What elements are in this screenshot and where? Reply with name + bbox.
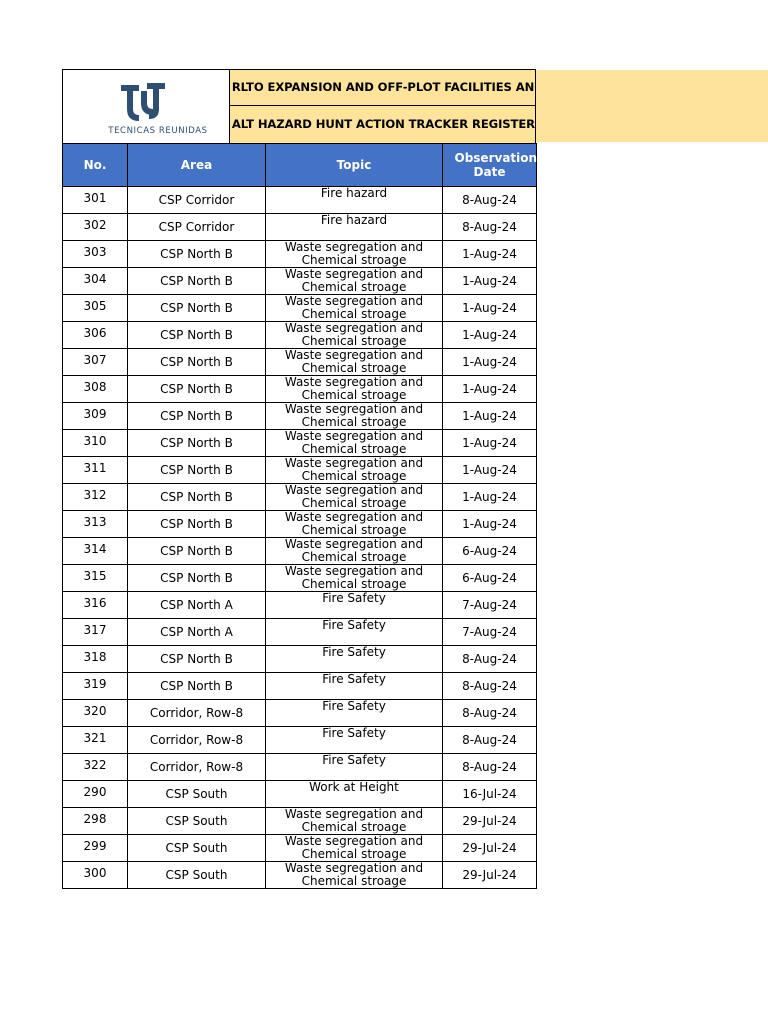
- topic-text: Waste segregation and Chemical stroage: [284, 294, 424, 321]
- topic-text: Waste segregation and Chemical stroage: [284, 510, 424, 537]
- cell-area: CSP North B: [128, 403, 266, 430]
- cell-area: CSP North B: [128, 565, 266, 592]
- cell-topic: [266, 619, 443, 646]
- table-row: [63, 349, 537, 376]
- table-row: [63, 322, 537, 349]
- cell-topic: [266, 592, 443, 619]
- cell-topic: [266, 349, 443, 376]
- cell-observation-date: 1-Aug-24: [443, 484, 537, 511]
- column-header-area: Area: [128, 144, 266, 187]
- cell-topic: [266, 781, 443, 808]
- table-row: [63, 295, 537, 322]
- cell-area: CSP South: [128, 835, 266, 862]
- table-row: [63, 700, 537, 727]
- cell-no: 303: [63, 241, 128, 268]
- cell-no: 317: [63, 619, 128, 646]
- company-logo: [63, 70, 230, 143]
- cell-observation-date: 1-Aug-24: [443, 457, 537, 484]
- table-row: [63, 187, 537, 214]
- cell-area: CSP North A: [128, 592, 266, 619]
- topic-text: Fire Safety: [322, 672, 386, 686]
- cell-no: 305: [63, 295, 128, 322]
- cell-observation-date: 8-Aug-24: [443, 727, 537, 754]
- sheet-header: [62, 69, 536, 143]
- cell-observation-date: 7-Aug-24: [443, 592, 537, 619]
- cell-no: 312: [63, 484, 128, 511]
- cell-observation-date: 8-Aug-24: [443, 187, 537, 214]
- cell-topic: [266, 700, 443, 727]
- cell-observation-date: 1-Aug-24: [443, 268, 537, 295]
- cell-no: 298: [63, 808, 128, 835]
- logo-text: TECNICAS REUNIDAS: [108, 126, 208, 136]
- tracker-sheet: [62, 69, 536, 889]
- cell-topic: [266, 835, 443, 862]
- cell-observation-date: 1-Aug-24: [443, 430, 537, 457]
- cell-no: 307: [63, 349, 128, 376]
- cell-area: CSP North B: [128, 349, 266, 376]
- cell-topic: [266, 457, 443, 484]
- cell-topic: [266, 754, 443, 781]
- cell-observation-date: 1-Aug-24: [443, 322, 537, 349]
- topic-text: Waste segregation and Chemical stroage: [284, 402, 424, 429]
- cell-observation-date: 1-Aug-24: [443, 403, 537, 430]
- cell-no: 309: [63, 403, 128, 430]
- table-row: [63, 214, 537, 241]
- cell-area: Corridor, Row-8: [128, 754, 266, 781]
- topic-text: Fire hazard: [320, 186, 388, 200]
- topic-text: Fire Safety: [322, 618, 386, 632]
- topic-text: Waste segregation and Chemical stroage: [284, 483, 424, 510]
- cell-observation-date: 1-Aug-24: [443, 241, 537, 268]
- column-header-topic: Topic: [266, 144, 443, 187]
- cell-area: CSP North B: [128, 268, 266, 295]
- topic-text: Fire Safety: [322, 699, 386, 713]
- cell-area: CSP North B: [128, 322, 266, 349]
- cell-no: 300: [63, 862, 128, 889]
- cell-area: CSP North B: [128, 673, 266, 700]
- title-line-1: RLTO EXPANSION AND OFF-PLOT FACILITIES AN: [230, 70, 535, 106]
- cell-area: CSP Corridor: [128, 187, 266, 214]
- cell-no: 311: [63, 457, 128, 484]
- cell-observation-date: 29-Jul-24: [443, 808, 537, 835]
- topic-text: Work at Height: [309, 780, 399, 794]
- table-row: [63, 862, 537, 889]
- table-row: [63, 565, 537, 592]
- table-row: [63, 673, 537, 700]
- cell-no: 313: [63, 511, 128, 538]
- cell-observation-date: 8-Aug-24: [443, 214, 537, 241]
- cell-observation-date: 29-Jul-24: [443, 835, 537, 862]
- cell-observation-date: 8-Aug-24: [443, 646, 537, 673]
- table-row: [63, 727, 537, 754]
- cell-no: 316: [63, 592, 128, 619]
- topic-text: Fire Safety: [322, 726, 386, 740]
- cell-topic: [266, 187, 443, 214]
- table-row: [63, 268, 537, 295]
- cell-topic: [266, 646, 443, 673]
- title-block: [230, 70, 535, 143]
- cell-topic: [266, 322, 443, 349]
- cell-observation-date: 8-Aug-24: [443, 754, 537, 781]
- table-row: [63, 511, 537, 538]
- topic-text: Fire Safety: [322, 645, 386, 659]
- topic-text: Waste segregation and Chemical stroage: [284, 267, 424, 294]
- topic-text: Fire Safety: [322, 591, 386, 605]
- topic-text: Waste segregation and Chemical stroage: [284, 456, 424, 483]
- column-header-row: [63, 144, 537, 187]
- table-row: [63, 403, 537, 430]
- cell-no: 299: [63, 835, 128, 862]
- cell-area: CSP North B: [128, 241, 266, 268]
- cell-area: Corridor, Row-8: [128, 700, 266, 727]
- cell-area: CSP North B: [128, 295, 266, 322]
- cell-area: CSP North B: [128, 430, 266, 457]
- table-row: [63, 430, 537, 457]
- cell-no: 318: [63, 646, 128, 673]
- action-tracker-table: [62, 143, 537, 889]
- cell-topic: [266, 808, 443, 835]
- cell-topic: [266, 565, 443, 592]
- column-header-no: No.: [63, 144, 128, 187]
- topic-text: Fire Safety: [322, 753, 386, 767]
- cell-observation-date: 1-Aug-24: [443, 349, 537, 376]
- table-row: [63, 835, 537, 862]
- topic-text: Waste segregation and Chemical stroage: [284, 375, 424, 402]
- cell-topic: [266, 484, 443, 511]
- table-row: [63, 619, 537, 646]
- table-row: [63, 592, 537, 619]
- cell-no: 315: [63, 565, 128, 592]
- cell-topic: [266, 241, 443, 268]
- cell-observation-date: 16-Jul-24: [443, 781, 537, 808]
- cell-area: CSP South: [128, 862, 266, 889]
- table-row: [63, 754, 537, 781]
- topic-text: Fire hazard: [320, 213, 388, 227]
- cell-area: CSP South: [128, 808, 266, 835]
- table-row: [63, 538, 537, 565]
- cell-observation-date: 29-Jul-24: [443, 862, 537, 889]
- cell-area: CSP North A: [128, 619, 266, 646]
- cell-topic: [266, 268, 443, 295]
- cell-topic: [266, 430, 443, 457]
- cell-no: 320: [63, 700, 128, 727]
- cell-observation-date: 8-Aug-24: [443, 700, 537, 727]
- cell-observation-date: 8-Aug-24: [443, 673, 537, 700]
- topic-text: Waste segregation and Chemical stroage: [284, 564, 424, 591]
- cell-topic: [266, 862, 443, 889]
- table-body: [63, 187, 537, 889]
- cell-observation-date: 1-Aug-24: [443, 376, 537, 403]
- cell-no: 304: [63, 268, 128, 295]
- table-row: [63, 808, 537, 835]
- cell-topic: [266, 214, 443, 241]
- cell-topic: [266, 511, 443, 538]
- cell-observation-date: 1-Aug-24: [443, 511, 537, 538]
- cell-topic: [266, 727, 443, 754]
- cell-observation-date: 1-Aug-24: [443, 295, 537, 322]
- cell-area: CSP North B: [128, 538, 266, 565]
- cell-topic: [266, 403, 443, 430]
- cell-topic: [266, 295, 443, 322]
- topic-text: Waste segregation and Chemical stroage: [284, 240, 424, 267]
- title-line-2: ALT HAZARD HUNT ACTION TRACKER REGISTER: [231, 117, 535, 131]
- topic-text: Waste segregation and Chemical stroage: [284, 807, 424, 834]
- cell-no: 310: [63, 430, 128, 457]
- topic-text: Waste segregation and Chemical stroage: [284, 861, 424, 888]
- cell-no: 308: [63, 376, 128, 403]
- cell-no: 314: [63, 538, 128, 565]
- topic-text: Waste segregation and Chemical stroage: [284, 429, 424, 456]
- cell-no: 319: [63, 673, 128, 700]
- table-row: [63, 376, 537, 403]
- cell-topic: [266, 673, 443, 700]
- cell-no: 301: [63, 187, 128, 214]
- cell-observation-date: 7-Aug-24: [443, 619, 537, 646]
- cell-area: CSP North B: [128, 484, 266, 511]
- table-row: [63, 457, 537, 484]
- topic-text: Waste segregation and Chemical stroage: [284, 537, 424, 564]
- cell-no: 321: [63, 727, 128, 754]
- cell-no: 302: [63, 214, 128, 241]
- tr-logo-icon: [117, 79, 169, 123]
- table-row: [63, 781, 537, 808]
- cell-area: CSP North B: [128, 457, 266, 484]
- observation-date-label: Observation Date: [454, 151, 538, 179]
- topic-text: Waste segregation and Chemical stroage: [284, 321, 424, 348]
- cell-observation-date: 6-Aug-24: [443, 565, 537, 592]
- column-header-observation-date: [443, 144, 537, 187]
- table-row: [63, 484, 537, 511]
- cell-observation-date: 6-Aug-24: [443, 538, 537, 565]
- cell-area: Corridor, Row-8: [128, 727, 266, 754]
- cell-no: 306: [63, 322, 128, 349]
- cell-area: CSP North B: [128, 376, 266, 403]
- cell-no: 290: [63, 781, 128, 808]
- cell-area: CSP North B: [128, 646, 266, 673]
- topic-text: Waste segregation and Chemical stroage: [284, 834, 424, 861]
- cell-no: 322: [63, 754, 128, 781]
- cell-area: CSP South: [128, 781, 266, 808]
- cell-topic: [266, 538, 443, 565]
- cell-area: CSP North B: [128, 511, 266, 538]
- table-row: [63, 646, 537, 673]
- topic-text: Waste segregation and Chemical stroage: [284, 348, 424, 375]
- cell-topic: [266, 376, 443, 403]
- table-row: [63, 241, 537, 268]
- cell-area: CSP Corridor: [128, 214, 266, 241]
